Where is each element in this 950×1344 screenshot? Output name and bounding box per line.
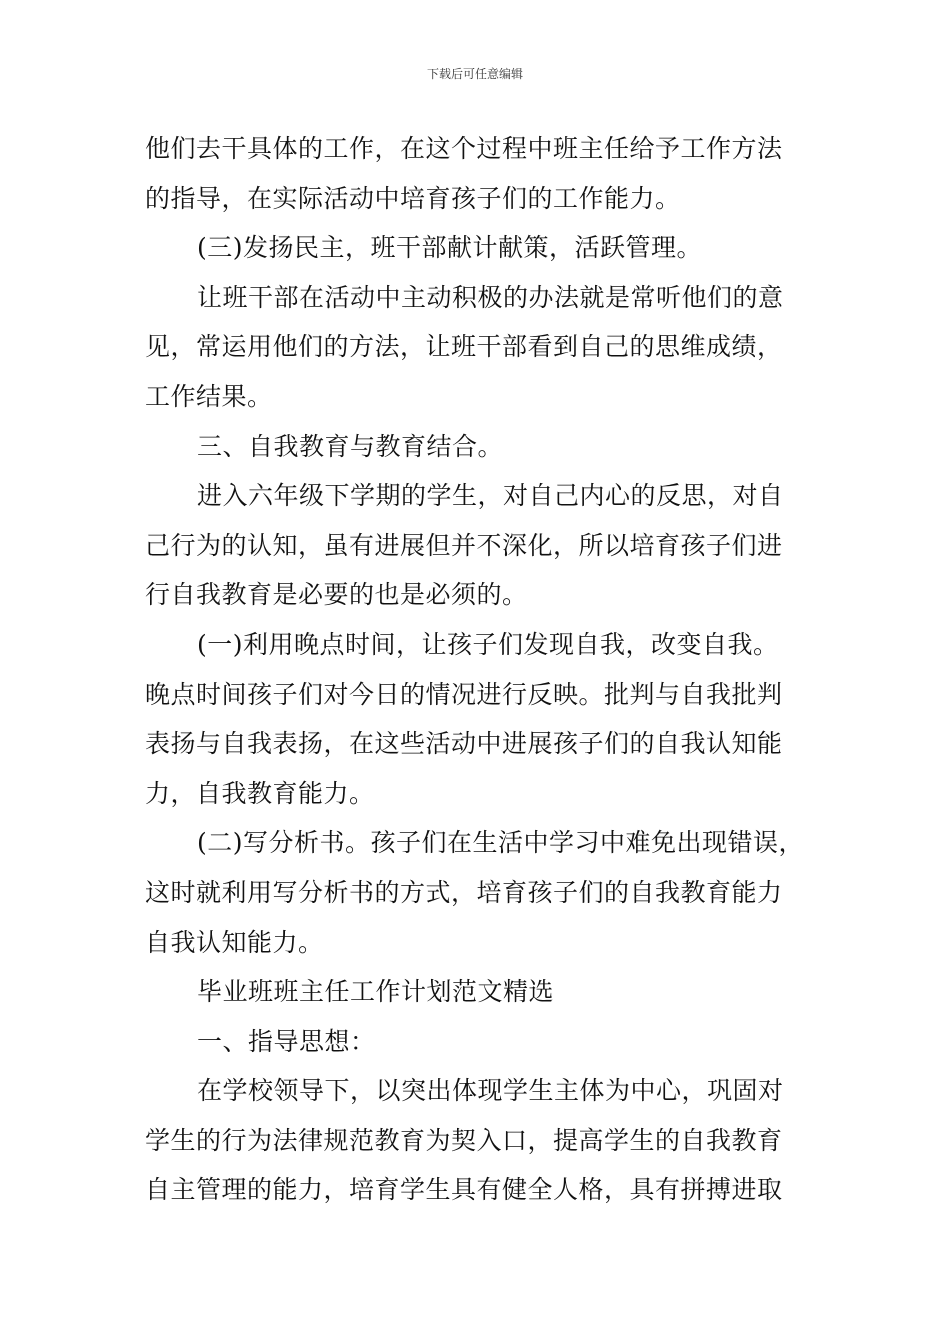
text-line: (一)利用晚点时间，让孩子们发现自我，改变自我。 — [197, 629, 779, 659]
text-line: 工作结果。 — [145, 381, 273, 411]
text-line: 的指导，在实际活动中培育孩子们的工作能力。 — [145, 183, 681, 213]
text-line: 己行为的认知，虽有进展但并不深化，所以培育孩子们进 — [145, 530, 783, 560]
text-line: 学生的行为法律规范教育为契入口，提高学生的自我教育 — [145, 1125, 783, 1155]
text-line: (三)发扬民主，班干部献计献策，活跃管理。 — [197, 233, 703, 263]
text-line: 见，常运用他们的方法，让班干部看到自己的思维成绩， — [145, 332, 783, 362]
text-line: 进入六年级下学期的学生，对自己内心的反思，对自 — [197, 481, 784, 511]
text-line: 三、自我教育与教育结合。 — [197, 431, 504, 461]
text-line: 毕业班班主任工作计划范文精选 — [197, 977, 555, 1007]
text-line: 自主管理的能力，培育学生具有健全人格，具有拼搏进取 — [145, 1175, 783, 1205]
page-header: 下载后可任意编辑 — [426, 67, 523, 81]
text-line: 一、指导思想： — [197, 1026, 376, 1056]
text-line: 表扬与自我表扬，在这些活动中进展孩子们的自我认知能 — [145, 729, 783, 759]
text-line: 在学校领导下，以突出体现学生主体为中心，巩固对 — [197, 1076, 784, 1106]
text-line: 他们去干具体的工作，在这个过程中班主任给予工作方法 — [145, 134, 783, 163]
text-line: 晚点时间孩子们对今日的情况进行反映。批判与自我批判 — [145, 679, 783, 709]
text-line: 力，自我教育能力。 — [145, 778, 375, 808]
document-body — [145, 124, 815, 1215]
text-line: 行自我教育是必要的也是必须的。 — [145, 580, 528, 610]
text-line: 这时就利用写分析书的方式，培育孩子们的自我教育能力 — [145, 877, 783, 907]
text-line: 自我认知能力。 — [145, 927, 324, 957]
text-line: (二)写分析书。孩子们在生活中学习中难免出现错误， — [197, 828, 805, 858]
text-line: 让班干部在活动中主动积极的办法就是常听他们的意 — [197, 282, 784, 312]
